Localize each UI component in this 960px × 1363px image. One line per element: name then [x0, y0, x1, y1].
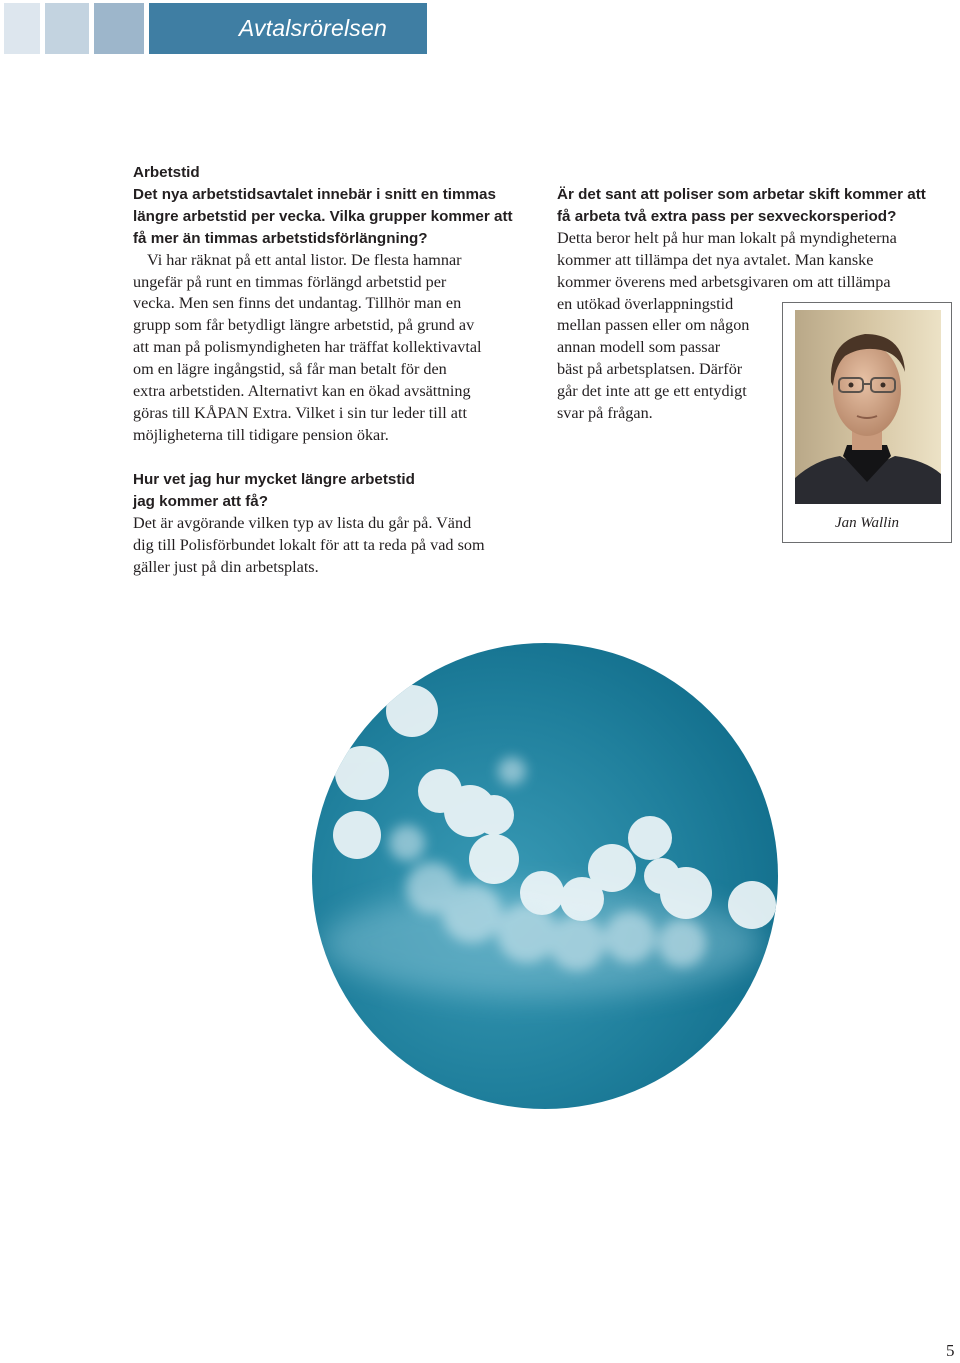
bokeh-illustration — [312, 643, 778, 1109]
question-3-line: få arbeta två extra pass per sexveckorsperiod? — [557, 207, 897, 225]
answer-3-line: Detta beror helt på hur man lokalt på myndigheterna — [557, 228, 897, 247]
answer-3-line: annan modell som passar — [557, 338, 721, 357]
portrait-photo — [795, 310, 941, 504]
question-3 — [557, 184, 952, 228]
question-2 — [133, 469, 533, 513]
answer-1-line: grupp som får betydligt längre arbetstid, på grund av — [133, 316, 475, 335]
answer-2-line: Det är avgörande vilken typ av lista du går på. Vänd — [133, 513, 472, 532]
page-number: 5 — [946, 1341, 955, 1360]
question-1-line: Det nya arbetstidsavtalet innebär i snitt en timmas — [133, 185, 496, 203]
answer-1-line: vecka. Men sen finns det undantag. Tillhör man en — [133, 294, 462, 313]
portrait-frame — [782, 302, 952, 543]
header-tint-block-2 — [45, 3, 89, 54]
left-column — [133, 162, 533, 447]
question-1-line: längre arbetstid per vecka. Vilka grupper kommer att — [133, 207, 513, 225]
answer-1-line: göras till KÅPAN Extra. Vilket i sin tur leder till att — [133, 403, 467, 422]
answer-1-line: möjligheterna till tidigare pension ökar. — [133, 425, 389, 444]
answer-1-line: extra arbetstiden. Alternativt kan en ökad avsättning — [133, 382, 471, 401]
answer-2-line: gäller just på din arbetsplats. — [133, 557, 319, 576]
answer-3-line: kommer att tillämpa det nya avtalet. Man kanske — [557, 250, 874, 269]
question-1-line: få mer än timmas arbetstidsförlängning? — [133, 229, 428, 247]
answer-3-line: bäst på arbetsplatsen. Därför — [557, 360, 743, 379]
answer-3-line: kommer överens med arbetsgivaren om att tillämpa — [557, 272, 891, 291]
photo-caption: Jan Wallin — [834, 515, 900, 531]
answer-1 — [133, 250, 533, 447]
left-section-2 — [133, 469, 533, 579]
answer-3-line: en utökad överlappningstid — [557, 294, 734, 313]
answer-1-line: Vi har räknat på ett antal listor. De flesta hamnar — [147, 250, 462, 269]
header-title-block — [149, 3, 427, 54]
bokeh-circle-image — [312, 643, 778, 1109]
header-tint-block-1 — [4, 3, 40, 54]
answer-1-line: om en lägre ingångstid, så får man betalt för den — [133, 360, 447, 379]
answer-2 — [133, 513, 533, 579]
answer-3-line: svar på frågan. — [557, 404, 653, 423]
question-2-line: Hur vet jag hur mycket längre arbetstid — [133, 471, 415, 488]
question-2-line: jag kommer att få? — [133, 492, 269, 510]
answer-3-line: går det inte att ge ett entydigt — [557, 382, 747, 401]
header-tint-block-3 — [94, 3, 144, 54]
answer-2-line: dig till Polisförbundet lokalt för att ta reda på vad som — [133, 535, 485, 554]
section-title: Avtalsrörelsen — [238, 15, 387, 41]
question-3-line: Är det sant att poliser som arbetar skift kommer att — [557, 186, 926, 203]
answer-3-line: mellan passen eller om någon — [557, 316, 750, 335]
answer-1-line: att man på polismyndigheten har träffat kollektivavtal — [133, 338, 482, 357]
answer-1-line: ungefär på runt en timmas förlängd arbetstid per — [133, 272, 447, 291]
portrait-illustration — [795, 310, 941, 504]
section-heading: Arbetstid — [133, 164, 200, 181]
header-bar — [4, 3, 427, 54]
question-1 — [133, 184, 533, 250]
